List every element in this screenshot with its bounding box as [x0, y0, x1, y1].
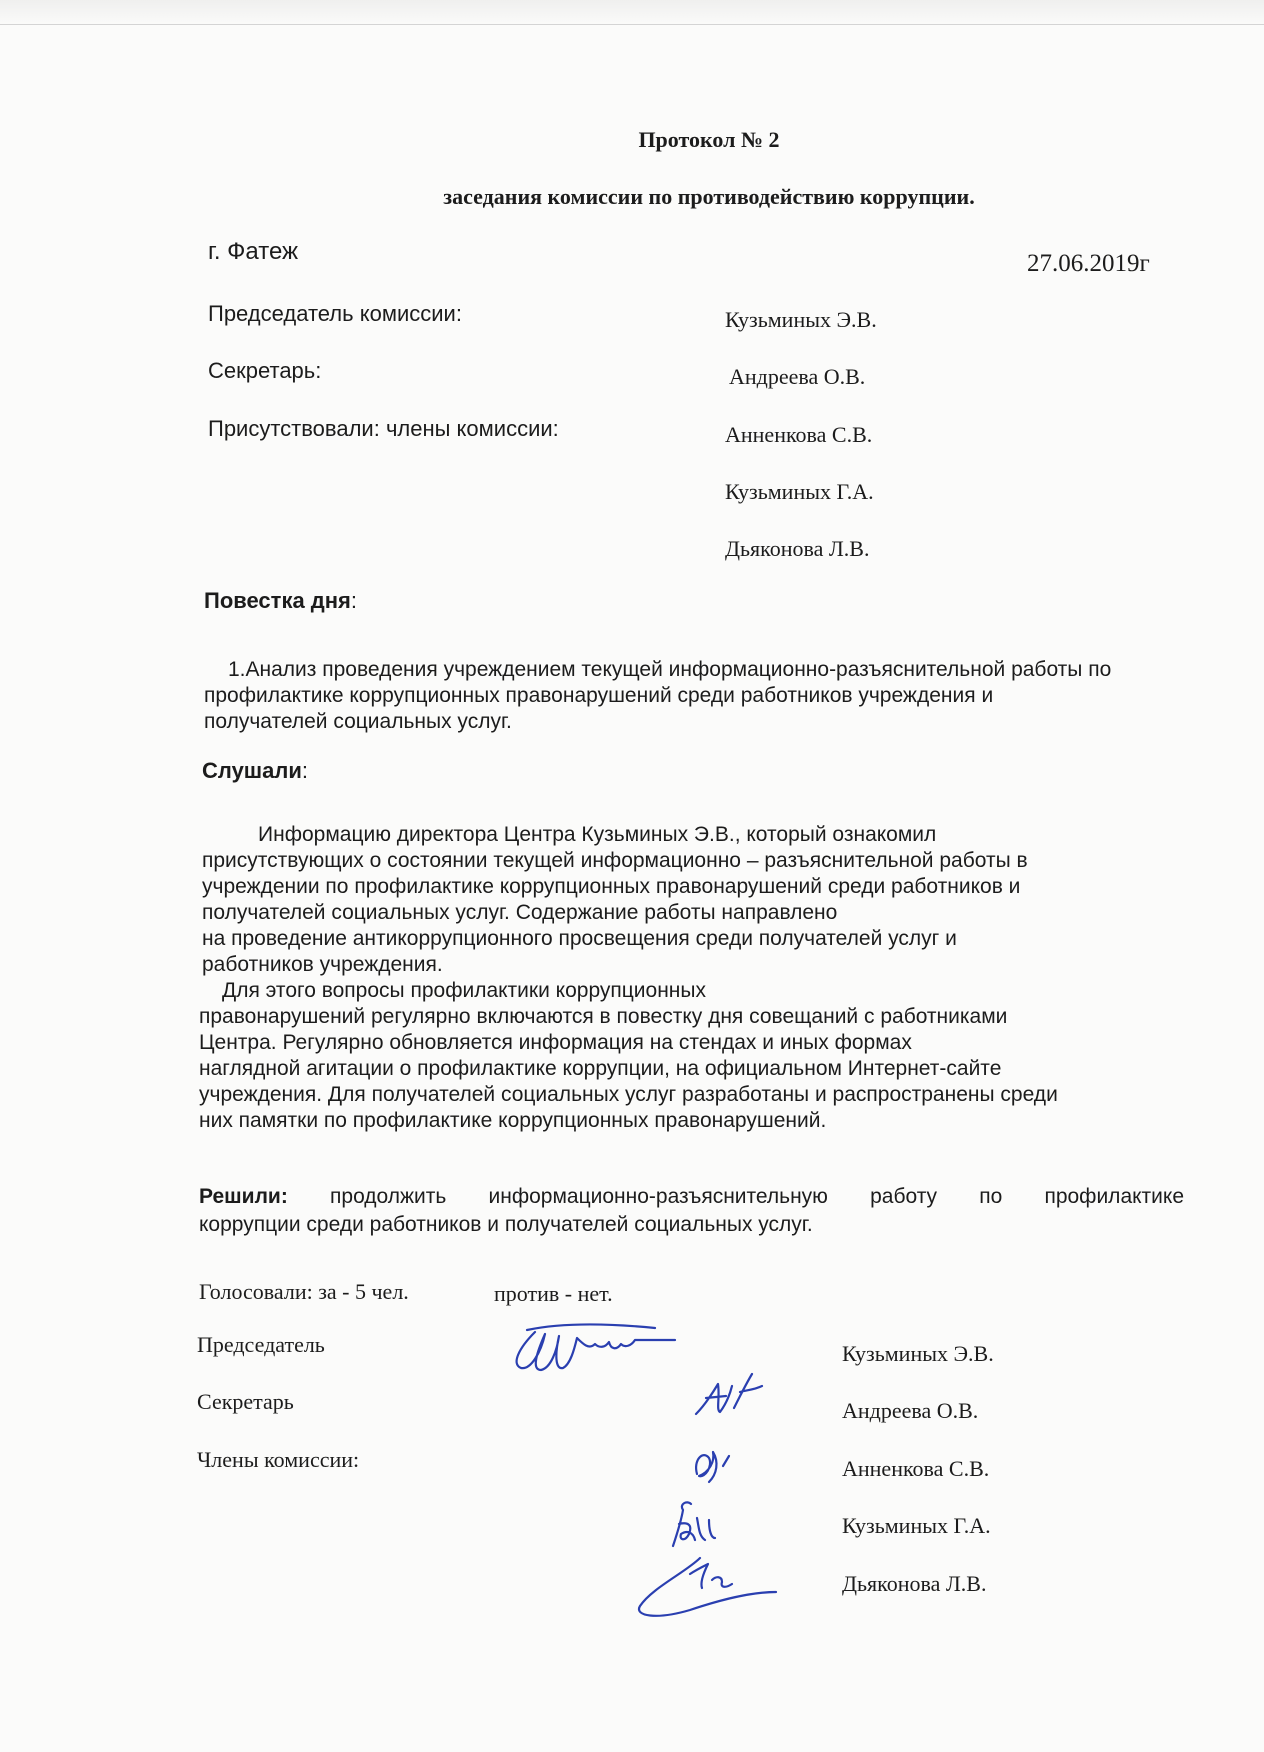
agenda-line-3: получателей социальных услуг.	[204, 710, 512, 733]
heard-line-5: на проведение антикоррупционного просвещения среди получателей услуг и	[202, 927, 957, 950]
scan-fold-line	[0, 24, 1264, 25]
sig-role-members: Члены комиссии:	[197, 1447, 360, 1472]
heard-heading	[202, 758, 308, 784]
sig-name-chairman: Кузьминых Э.В.	[842, 1341, 994, 1366]
document-subtitle: заседания комиссии по противодействию коррупции.	[443, 184, 975, 209]
role-label-chairman: Председатель комиссии:	[208, 301, 462, 326]
document-title: Протокол № 2	[638, 127, 780, 152]
vote-for: Голосовали: за - 5 чел.	[199, 1279, 409, 1304]
signature-chairman	[505, 1318, 680, 1380]
signature-member-3	[630, 1550, 780, 1622]
decision-text-1: продолжить информационно-разъяснительную работу по профилактике	[330, 1185, 1184, 1208]
decision-heading: Решили:	[199, 1185, 288, 1208]
agenda-line-1: 1.Анализ проведения учреждением текущей информационно-разъяснительной работы по	[228, 658, 1112, 681]
sig-name-secretary: Андреева О.В.	[842, 1398, 979, 1423]
sig-name-member-1: Анненкова С.В.	[842, 1456, 990, 1481]
heard-line-8: правонарушений регулярно включаются в повестку дня совещаний с работниками	[199, 1005, 1008, 1028]
heard-heading-colon: :	[301, 758, 309, 783]
agenda-heading	[204, 588, 357, 614]
heard-line-3: учреждении по профилактике коррупционных правонарушений среди работников и	[202, 875, 1021, 898]
role-name-member-2: Кузьминых Г.А.	[725, 479, 874, 504]
role-name-chairman: Кузьминых Э.В.	[725, 307, 877, 332]
heard-line-7: Для этого вопросы профилактики коррупционных	[222, 979, 706, 1002]
scan-edge	[0, 0, 1264, 26]
sig-role-chairman: Председатель	[197, 1332, 325, 1357]
sig-name-member-3: Дьяконова Л.В.	[842, 1571, 987, 1596]
sig-role-secretary: Секретарь	[197, 1389, 294, 1414]
role-label-secretary: Секретарь:	[208, 358, 322, 383]
role-label-members: Присутствовали: члены комиссии:	[208, 416, 559, 441]
heard-heading-text: Слушали	[202, 758, 302, 783]
vote-against: против - нет.	[494, 1281, 613, 1306]
date: 27.06.2019г	[1027, 250, 1150, 277]
heard-line-2: присутствующих о состоянии текущей информационно – разъяснительной работы в	[202, 849, 1028, 872]
signature-member-2	[665, 1490, 725, 1550]
role-name-member-3: Дьяконова Л.В.	[725, 536, 870, 561]
decision-line-2: коррупции среди работников и получателей социальных услуг.	[199, 1213, 813, 1236]
heard-line-9: Центра. Регулярно обновляется информация на стендах и иных формах	[199, 1031, 912, 1054]
heard-line-10: наглядной агитации о профилактике коррупции, на официальном Интернет-сайте	[199, 1057, 1002, 1080]
signature-member-1	[683, 1438, 743, 1490]
agenda-line-2: профилактике коррупционных правонарушений среди работников учреждения и	[204, 684, 994, 707]
heard-line-11: учреждения. Для получателей социальных услуг разработаны и распространены среди	[199, 1083, 1058, 1106]
agenda-heading-text: Повестка дня	[204, 588, 351, 613]
heard-line-12: них памятки по профилактике коррупционных правонарушений.	[199, 1109, 827, 1132]
role-name-secretary: Андреева О.В.	[729, 364, 866, 389]
decision-line-1	[199, 1184, 1184, 1210]
city: г. Фатеж	[208, 238, 299, 265]
heard-line-6: работников учреждения.	[202, 953, 443, 976]
sig-name-member-2: Кузьминых Г.А.	[842, 1513, 991, 1538]
role-name-member-1: Анненкова С.В.	[725, 422, 873, 447]
agenda-heading-colon: :	[350, 588, 358, 613]
heard-line-1: Информацию директора Центра Кузьминых Э.В., который ознакомил	[258, 823, 937, 846]
heard-line-4: получателей социальных услуг. Содержание работы направлено	[202, 901, 838, 924]
signature-secretary	[690, 1368, 770, 1420]
